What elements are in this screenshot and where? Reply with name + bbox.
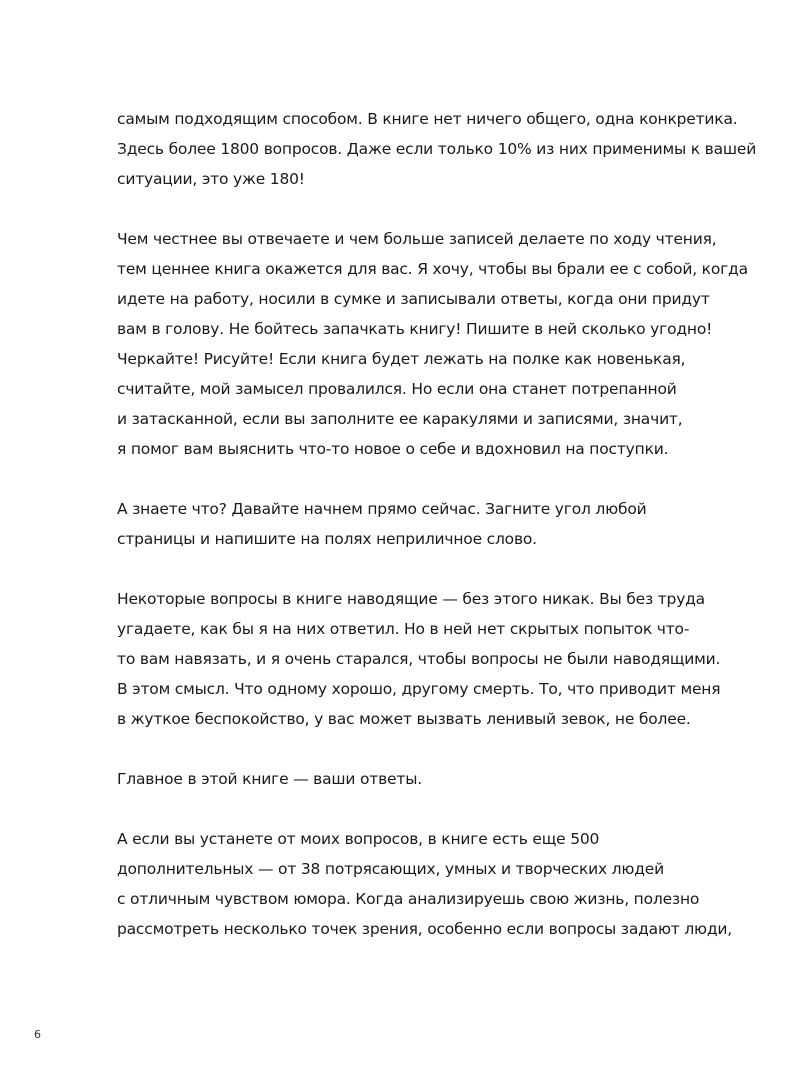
text-line: идете на работу, носили в сумке и записывали ответы, когда они придут: [117, 290, 710, 308]
paragraph-1: [117, 104, 757, 194]
text-line: я помог вам выяснить что-то новое о себе и вдохновил на поступки.: [117, 440, 669, 458]
paragraph-2: [117, 224, 748, 464]
text-line: рассмотреть несколько точек зрения, особенно если вопросы задают люди,: [117, 920, 733, 938]
text-line: угадаете, как бы я на них ответил. Но в ней нет скрытых попыток что-: [117, 620, 690, 638]
text-line: А если вы устанете от моих вопросов, в книге есть еще 500: [117, 830, 600, 848]
text-line: Некоторые вопросы в книге наводящие — без этого никак. Вы без труда: [117, 590, 705, 608]
text-line: то вам навязать, и я очень старался, чтобы вопросы не были наводящими.: [117, 650, 721, 668]
text-line: ситуации, это уже 180!: [117, 170, 305, 188]
text-line: Здесь более 1800 вопросов. Даже если только 10% из них применимы к вашей: [117, 140, 757, 158]
paragraph-4: [117, 584, 721, 734]
text-line: в жуткое беспокойство, у вас может вызвать ленивый зевок, не более.: [117, 710, 691, 728]
text-line: с отличным чувством юмора. Когда анализируешь свою жизнь, полезно: [117, 890, 700, 908]
text-line: и затасканной, если вы заполните ее каракулями и записями, значит,: [117, 410, 683, 428]
paragraph-5: [117, 764, 717, 794]
paragraph-3: [117, 494, 717, 554]
text-line: считайте, мой замысел провалился. Но если она станет потрепанной: [117, 380, 677, 398]
text-line: вам в голову. Не бойтесь запачкать книгу! Пишите в ней сколько угодно!: [117, 320, 713, 338]
text-line: самым подходящим способом. В книге нет ничего общего, одна конкретика.: [117, 110, 738, 128]
text-line: В этом смысл. Что одному хорошо, другому смерть. То, что приводит меня: [117, 680, 721, 698]
paragraph-6: [117, 824, 733, 944]
page-number: 6: [34, 1028, 41, 1041]
text-line: Чем честнее вы отвечаете и чем больше записей делаете по ходу чтения,: [117, 230, 717, 248]
text-line: А знаете что? Давайте начнем прямо сейчас. Загните угол любой: [117, 500, 647, 518]
text-line: Черкайте! Рисуйте! Если книга будет лежать на полке как новенькая,: [117, 350, 686, 368]
text-line: Главное в этой книге — ваши ответы.: [117, 770, 422, 788]
text-line: дополнительных — от 38 потрясающих, умных и творческих людей: [117, 860, 664, 878]
body-text: [117, 104, 757, 974]
text-line: страницы и напишите на полях неприличное слово.: [117, 530, 537, 548]
text-line: тем ценнее книга окажется для вас. Я хочу, чтобы вы брали ее с собой, когда: [117, 260, 748, 278]
